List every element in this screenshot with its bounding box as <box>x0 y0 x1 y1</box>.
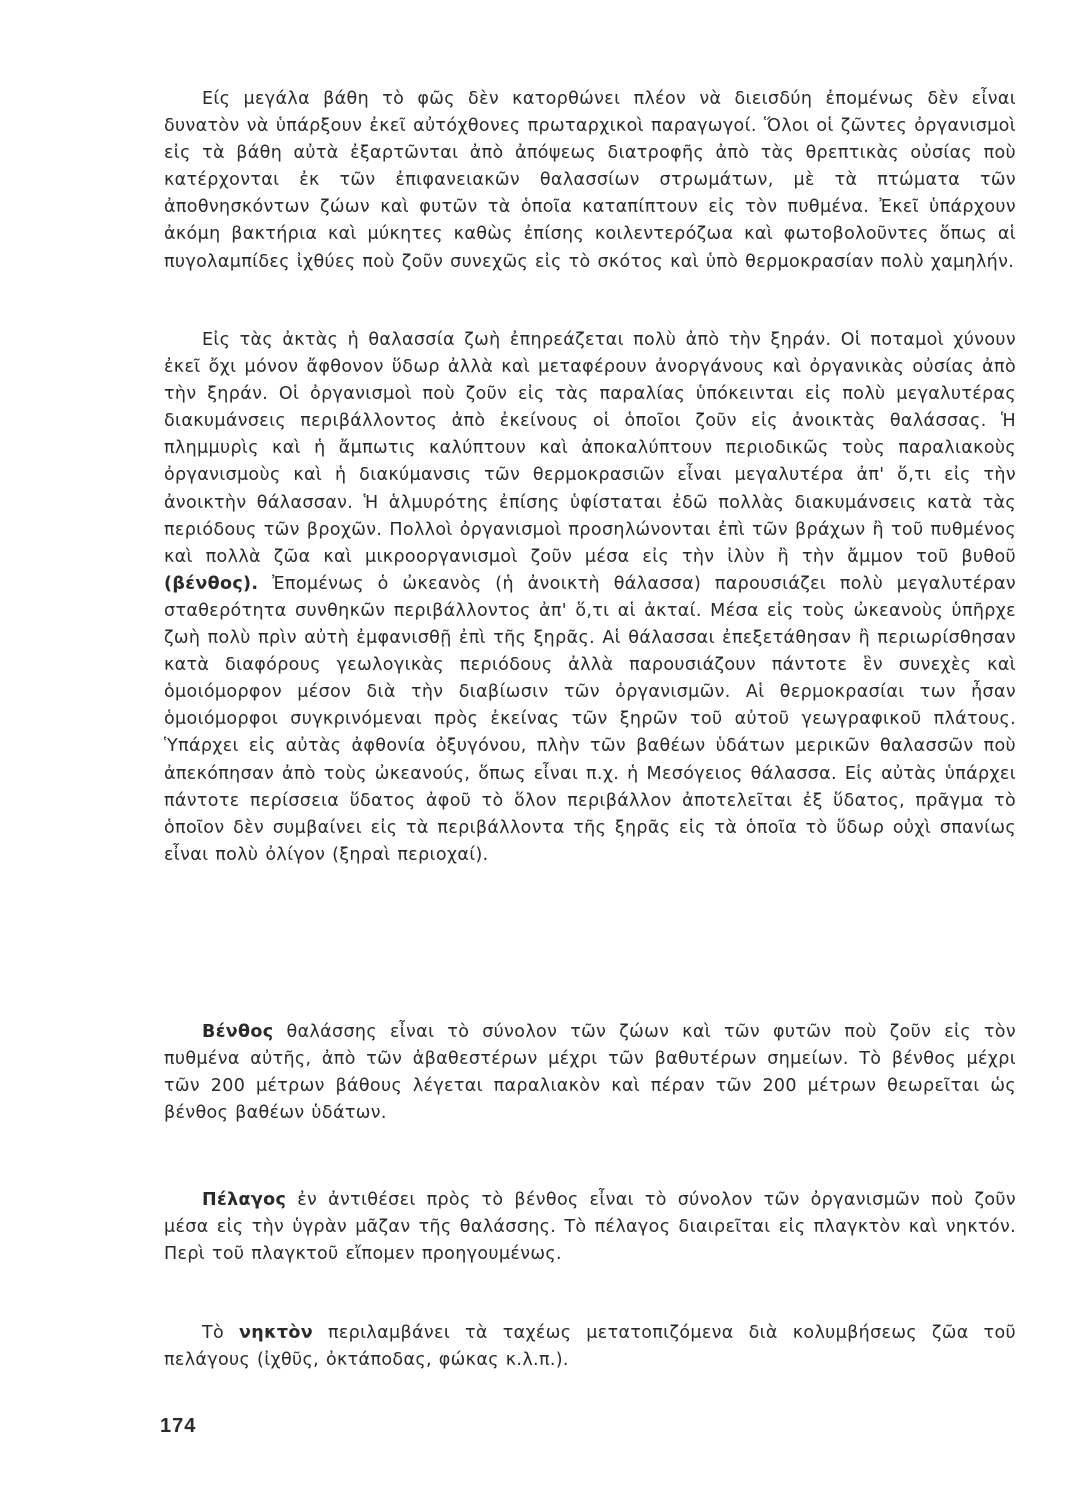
term-nekton: νηκτὸν <box>239 1323 314 1343</box>
bold-term-benthos: (βένθος). <box>164 573 259 594</box>
term-benthos: Βένθος <box>202 1022 274 1042</box>
text-segment: Εἰς τὰς ἀκτὰς ἡ θαλασσία ζωὴ ἐπηρεάζεται πολὺ ἀπὸ τὴν ξηράν. Οἱ ποταμοὶ χύνουν ἐκεῖ ὄχι μόνον ἄφθονον ὕδωρ ἀλλὰ καὶ μεταφέρουν ἀνοργάνους καὶ ὀργανικὰς οὐσίας ἀπὸ τὴν ξηράν. Οἱ ὀργανισμοὶ ποὺ ζοῦν εἰς τὰς παραλίας ὑπόκεινται εἰς πολὺ μεγαλυτέρας διακυμάνσεις περιβάλλοντος ἀπὸ ἐκείνους οἱ ὁποῖοι ζοῦν εἰς ἀνοικτὰς θαλάσσας. Ἡ πλημμυρὶς καὶ ἡ ἄμπωτις καλύπτουν καὶ ἀποκαλύπτουν περιοδικῶς τοὺς παραλιακοὺς ὀργανισμοὺς καὶ ἡ διακύμανσις τῶν θερμοκρασιῶν εἶναι μεγαλυτέρα ἀπ' ὅ,τι εἰς τὴν ἀνοικτὴν θάλασσαν. Ἡ ἁλμυρότης ἐπίσης ὑφίσταται ἐδῶ πολλὰς διακυμάνσεις κατὰ τὰς περιόδους τῶν βροχῶν. Πολλοὶ ὀργανισμοὶ προσηλώνονται ἐπὶ τῶν βράχων ἢ τοῦ πυθμένος καὶ πολλὰ ζῶα καὶ μικροοργανισμοὶ ζοῦν μέσα εἰς τὴν ἰλὺν ἢ τὴν ἄμμον τοῦ βυθοῦ <box>164 330 1016 567</box>
definition-text: περιλαμβάνει τὰ ταχέως μετατοπιζόμενα διὰ κολυμβήσεως ζῶα τοῦ πελάγους (ἰχθῦς, ὀκτάποδας, φώκας κ.λ.π.). <box>164 1323 1016 1371</box>
paragraph-text <box>164 1320 1016 1374</box>
term-pelagos: Πέλαγος <box>202 1190 287 1210</box>
paragraph-deep-sea <box>164 86 1016 276</box>
text-segment: Τὸ <box>202 1323 225 1343</box>
text-segment: Ἐπομένως ὁ ὠκεανὸς (ἡ ἀνοικτὴ θάλασσα) παρουσιάζει πολὺ μεγαλυτέραν σταθερότητα συνθηκῶν περιβάλλοντος ἀπ' ὅ,τι αἱ ἀκταί. Μέσα εἰς τοὺς ὠκεανοὺς ὑπῆρχε ζωὴ πολὺ πρὶν αὐτὴ ἐμφανισθῇ ἐπὶ τῆς ξηρᾶς. Αἱ θάλασσαι ἐπεξετάθησαν ἢ περιωρίσθησαν κατὰ διαφόρους γεωλογικὰς περιόδους ἀλλὰ παρουσιάζουν πάντοτε ἓν συνεχὲς καὶ ὁμοιόμορφον μέσον διὰ τὴν διαβίωσιν τῶν ὀργανισμῶν. Αἱ θερμοκρασίαι των ἦσαν ὁμοιόμορφοι συγκρινόμεναι πρὸς ἐκείνας τῶν ξηρῶν τοῦ αὐτοῦ γεωγραφικοῦ πλάτους. Ὑπάρχει εἰς αὐτὰς ἀφθονία ὀξυγόνου, πλὴν τῶν βαθέων ὑδάτων μερικῶν θαλασσῶν ποὺ ἀπεκόπησαν ἀπὸ τοὺς ὠκεανούς, ὅπως εἶναι π.χ. ἡ Μεσόγειος θάλασσα. Εἰς αὐτὰς ὑπάρχει πάντοτε περίσσεια ὕδατος ἀφοῦ τὸ ὅλον περιβάλλον ἀποτελεῖται ἐξ ὕδατος, πρᾶγμα τὸ ὁποῖον δὲν συμβαίνει εἰς τὰ περιβάλλοντα τῆς ξηρᾶς εἰς τὰ ὁποῖα τὸ ὕδωρ οὐχὶ σπανίως εἶναι πολὺ ὀλίγον (ξηραὶ περιοχαί). <box>164 573 1016 865</box>
paragraph-text <box>164 1019 1016 1127</box>
page-number: 174 <box>160 1415 197 1437</box>
definition-text: θαλάσσης εἶναι τὸ σύνολον τῶν ζώων καὶ τῶν φυτῶν ποὺ ζοῦν εἰς τὸν πυθμένα αὐτῆς, ἀπὸ τῶν ἀβαθεστέρων μέχρι τῶν βαθυτέρων σημείων. Τὸ βένθος μέχρι τῶν 200 μέτρων βάθους λέγεται παραλιακὸν καὶ πέραν τῶν 200 μέτρων θεωρεῖται ὡς βένθος βαθέων ὑδάτων. <box>164 1022 1016 1124</box>
paragraph-benthos-definition <box>164 1019 1016 1127</box>
paragraph-text: Είς μεγάλα βάθη τὸ φῶς δὲν κατορθώνει πλέον νὰ διεισδύη ἐπομένως δὲν εἶναι δυνατὸν νὰ ὑπάρξουν ἐκεῖ αὐτόχθονες πρωταρχικοὶ παραγωγοί. Ὅλοι οἱ ζῶντες ὀργανισμοὶ εἰς τὰ βάθη αὐτὰ ἐξαρτῶνται ἀπὸ ἀπόψεως διατροφῆς ἀπὸ τὰς θρεπτικὰς οὐσίας ποὺ κατέρχονται ἐκ τῶν ἐπιφανειακῶν θαλασσίων στρωμάτων, μὲ τὰ πτώματα τῶν ἀποθνησκόντων ζώων καὶ φυτῶν τὰ ὁποῖα καταπίπτουν εἰς τὸν πυθμένα. Ἐκεῖ ὑπάρχουν ἀκόμη βακτήρια καὶ μύκητες καθὼς ἐπίσης κοιλεντερόζωα καὶ φωτοβολοῦντες ὅπως αἱ πυγολαμπίδες ἰχθύες ποὺ ζοῦν συνεχῶς εἰς τὸ σκότος καὶ ὑπὸ θερμοκρασίαν πολὺ χαμηλήν. <box>164 89 1016 272</box>
paragraph-text <box>164 327 1016 869</box>
definition-text: ἐν ἀντιθέσει πρὸς τὸ βένθος εἶναι τὸ σύνολον τῶν ὀργανισμῶν ποὺ ζοῦν μέσα εἰς τὴν ὑγρὰν μᾶζαν τῆς θαλάσσης. Τὸ πέλαγος διαιρεῖται εἰς πλαγκτὸν καὶ νηκτόν. Περὶ τοῦ πλαγκτοῦ εἴπομεν προηγουμένως. <box>164 1190 1017 1265</box>
paragraph-text <box>164 1187 1016 1268</box>
paragraph-pelagos-definition <box>164 1187 1016 1268</box>
paragraph-coasts <box>164 327 1016 869</box>
paragraph-nekton-definition <box>164 1320 1016 1374</box>
